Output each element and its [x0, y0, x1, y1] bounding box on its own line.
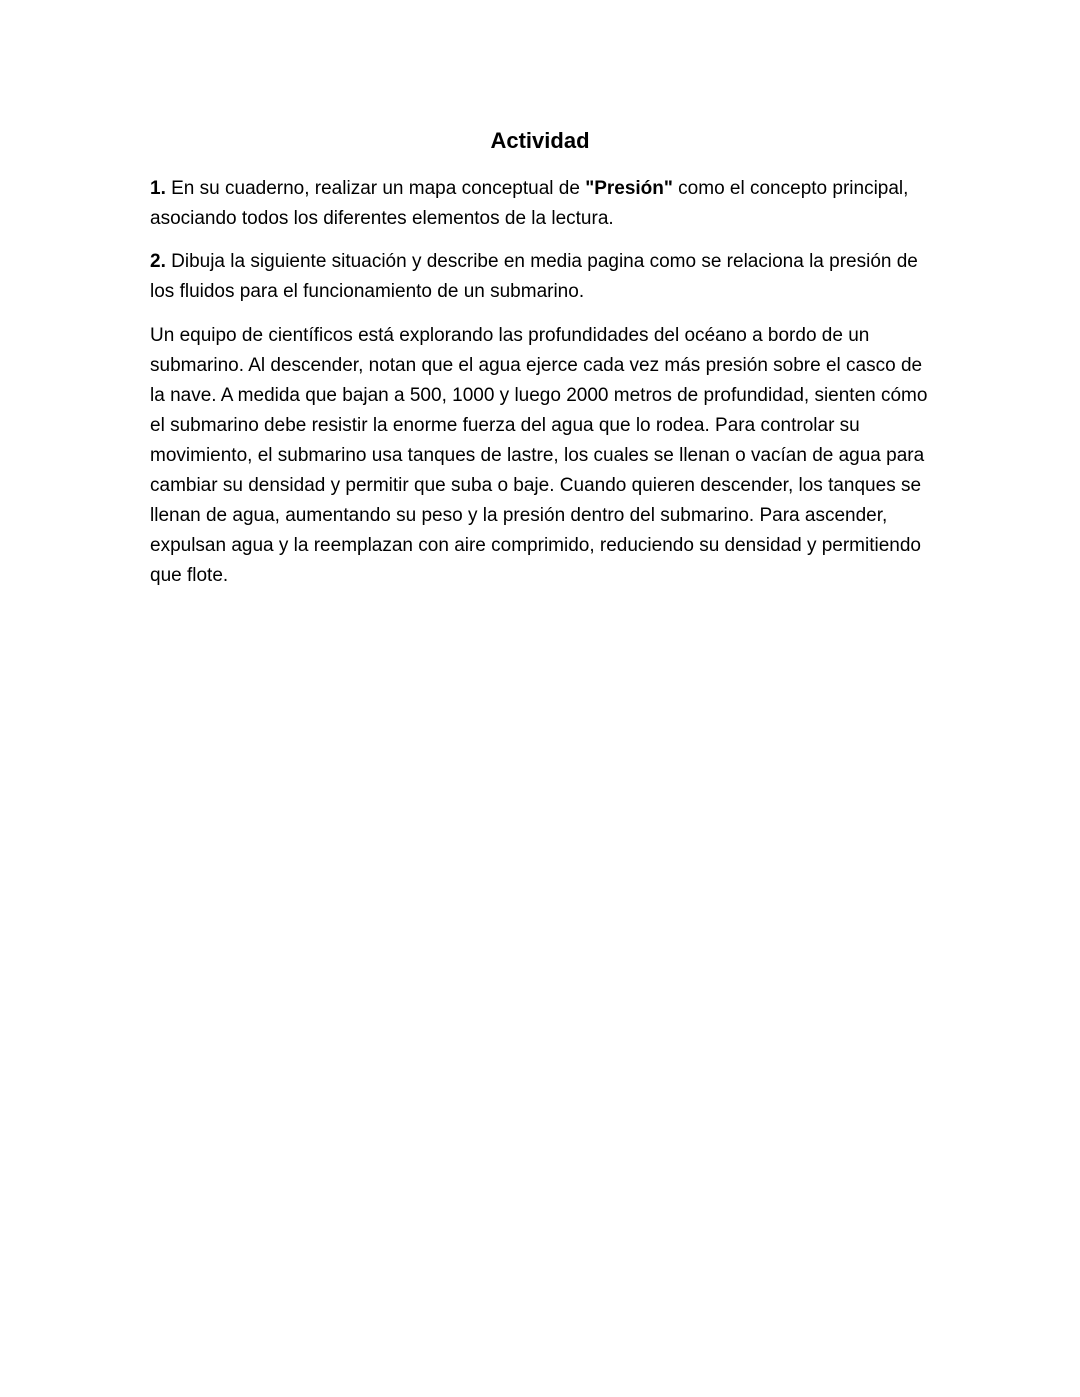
item-number: 1. [150, 178, 166, 199]
item-number: 2. [150, 251, 166, 272]
item-emphasis: "Presión" [585, 178, 673, 199]
activity-item-2 [150, 247, 940, 307]
item-text: Dibuja la siguiente situación y describe en media pagina como se relaciona la presión de los fluidos para el funcionamiento de un submarino. [150, 251, 918, 302]
item-text: En su cuaderno, realizar un mapa conceptual de [165, 178, 586, 199]
item-text: como el concepto principal, asociando todos los diferentes elementos de la lectura. [150, 178, 909, 229]
story-paragraph: Un equipo de científicos está explorando las profundidades del océano a bordo de un submarino. Al descender, notan que el agua ejerce cada vez más presión sobre el casco de la nave. A medida que bajan a 500, 1000 y luego 2000 metros de profundidad, sienten cómo el submarino debe resistir la enorme fuerza del agua que lo rodea. Para controlar su movimiento, el submarino usa tanques de lastre, los cuales se llenan o vacían de agua para cambiar su densidad y permitir que suba o baje. Cuando quieren descender, los tanques se llenan de agua, aumentando su peso y la presión dentro del submarino. Para ascender, expulsan agua y la reemplazan con aire comprimido, reduciendo su densidad y permitiendo que flote. [150, 325, 928, 586]
page-title: Actividad [490, 128, 590, 153]
activity-item-1 [150, 174, 940, 234]
